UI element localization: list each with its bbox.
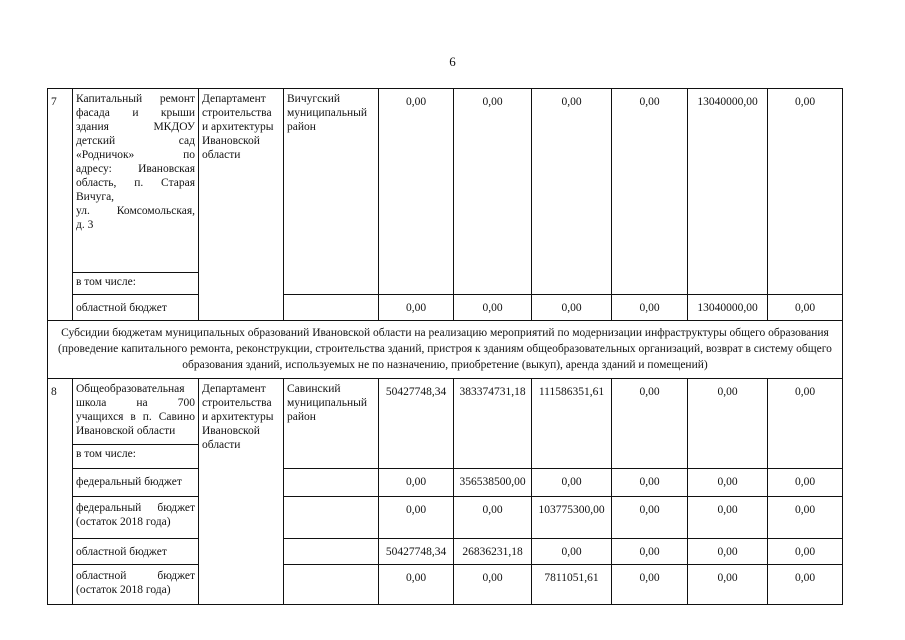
value-cell: 0,00 (612, 469, 688, 497)
sub-row-label: федеральный бюджет (73, 469, 199, 497)
sub-row-label: областной бюджет (73, 295, 199, 321)
name-line: фасада и крыши (76, 107, 195, 119)
value-cell: 13040000,00 (688, 89, 768, 295)
value-cell: 0,00 (454, 295, 532, 321)
value-cell: 0,00 (688, 539, 768, 565)
table-row (48, 469, 843, 497)
value-cell: 0,00 (454, 89, 532, 295)
project-name-cell (73, 89, 199, 273)
project-name-cell (73, 379, 199, 445)
value-cell: 0,00 (768, 469, 843, 497)
value-cell: 0,00 (379, 565, 454, 605)
value-cell: 0,00 (532, 295, 612, 321)
value-cell: 0,00 (612, 497, 688, 539)
district-empty-cell (284, 469, 379, 497)
value-cell: 0,00 (768, 497, 843, 539)
name-line: школа на 700 (76, 397, 195, 409)
name-line: область, п. Старая (76, 177, 195, 189)
district-cell: Савинский муниципальный район (284, 379, 379, 469)
value-cell: 7811051,61 (532, 565, 612, 605)
subsidy-description: Субсидии бюджетам муниципальных образований Ивановской области на реализацию мероприятий по модернизации инфраструктуры общего образования (проведение капитального ремонта, реконструкции, строительства зданий, пристроя к зданиям общеобразовательных организаций, возврат в систему общего образования зданий, используемых не по назначению, приобретение (выкуп), аренда зданий и помещений) (48, 321, 843, 379)
value-cell: 0,00 (768, 89, 843, 295)
table-row (48, 295, 843, 321)
value-cell: 0,00 (612, 379, 688, 469)
name-line: «Родничок» по (76, 149, 195, 161)
value-cell: 0,00 (688, 565, 768, 605)
value-cell: 0,00 (768, 379, 843, 469)
value-cell: 383374731,18 (454, 379, 532, 469)
page-number: 6 (449, 54, 456, 69)
value-cell: 0,00 (379, 497, 454, 539)
table-row (48, 565, 843, 605)
value-cell: 0,00 (768, 295, 843, 321)
value-cell: 0,00 (532, 89, 612, 295)
row-index: 8 (48, 379, 73, 605)
district-empty-cell (284, 565, 379, 605)
sub-row-label (73, 497, 199, 539)
name-line: учащихся в п. Савино (76, 411, 195, 423)
value-cell: 50427748,34 (379, 539, 454, 565)
label-line: федеральный бюджет (76, 502, 195, 514)
district-cell: Вичугский муниципальный район (284, 89, 379, 295)
label-line: областной бюджет (76, 570, 195, 582)
value-cell: 0,00 (688, 497, 768, 539)
including-label: в том числе: (73, 445, 199, 469)
table-row (48, 497, 843, 539)
table-row (48, 89, 843, 273)
name-line: д. 3 (76, 219, 94, 231)
value-cell: 0,00 (454, 565, 532, 605)
value-cell: 0,00 (768, 565, 843, 605)
label-line: (остаток 2018 года) (76, 584, 171, 596)
department-cell: Департамент строительства и архитектуры Ивановской области (199, 89, 284, 321)
district-empty-cell (284, 295, 379, 321)
value-cell: 356538500,00 (454, 469, 532, 497)
value-cell: 26836231,18 (454, 539, 532, 565)
district-empty-cell (284, 497, 379, 539)
row-index: 7 (48, 89, 73, 321)
name-line: Вичуга, (76, 191, 115, 203)
value-cell: 0,00 (379, 295, 454, 321)
table-row (48, 379, 843, 445)
name-line: адресу: Ивановская (76, 163, 195, 175)
name-line: Ивановской области (76, 425, 176, 437)
name-line: Общеобразовательная (76, 383, 185, 395)
name-line: здания МКДОУ (76, 121, 195, 133)
including-label: в том числе: (73, 273, 199, 295)
budget-table (47, 88, 843, 605)
value-cell: 0,00 (379, 469, 454, 497)
value-cell: 0,00 (688, 379, 768, 469)
department-cell: Департамент строительства и архитектуры Ивановской области (199, 379, 284, 605)
value-cell: 0,00 (379, 89, 454, 295)
value-cell: 0,00 (612, 295, 688, 321)
table-row (48, 321, 843, 379)
name-line: Капитальный ремонт (76, 93, 195, 105)
value-cell: 0,00 (688, 469, 768, 497)
value-cell: 111586351,61 (532, 379, 612, 469)
value-cell: 0,00 (612, 89, 688, 295)
name-line: ул. Комсомольская, (76, 205, 195, 217)
value-cell: 103775300,00 (532, 497, 612, 539)
value-cell: 0,00 (612, 565, 688, 605)
value-cell: 0,00 (532, 539, 612, 565)
district-empty-cell (284, 539, 379, 565)
sub-row-label: областной бюджет (73, 539, 199, 565)
value-cell: 0,00 (454, 497, 532, 539)
sub-row-label (73, 565, 199, 605)
name-line: детский сад (76, 135, 195, 147)
value-cell: 13040000,00 (688, 295, 768, 321)
value-cell: 0,00 (532, 469, 612, 497)
value-cell: 0,00 (612, 539, 688, 565)
value-cell: 0,00 (768, 539, 843, 565)
value-cell: 50427748,34 (379, 379, 454, 469)
table-row (48, 539, 843, 565)
label-line: (остаток 2018 года) (76, 516, 171, 528)
